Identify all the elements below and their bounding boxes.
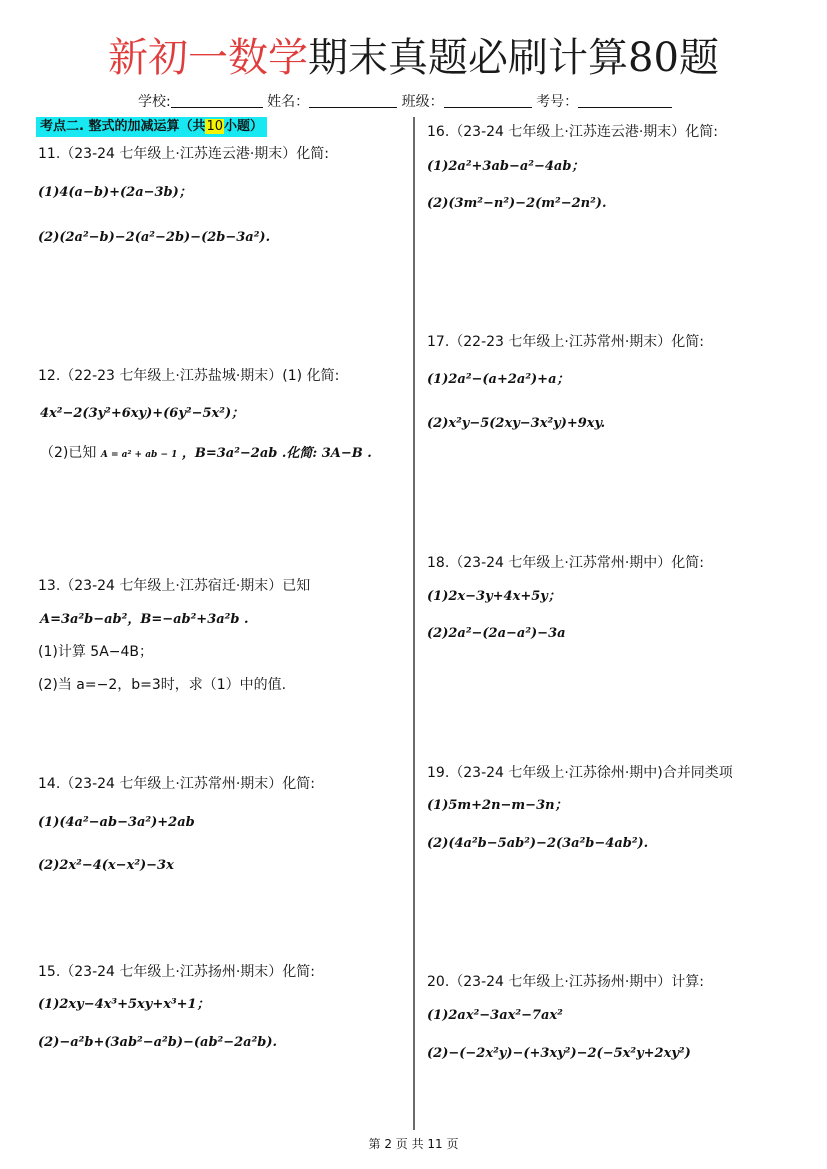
problem-14-part-1: (1)(4a²−ab−3a²)+2ab bbox=[38, 815, 195, 830]
problem-14-header: 14.（23-24 七年级上·江苏常州·期末）化简: bbox=[38, 776, 316, 792]
problem-19-part-1: (1)5m+2n−m−3n； bbox=[427, 798, 568, 813]
problem-17-part-1: (1)2a²−(a+2a²)+a； bbox=[427, 372, 570, 387]
page-footer: 第 2 页 共 11 页 bbox=[368, 1137, 459, 1151]
problem-18-header: 18.（23-24 七年级上·江苏常州·期中）化简: bbox=[427, 555, 705, 571]
problem-15-part-1: (1)2xy−4x³+5xy+x³+1； bbox=[38, 997, 210, 1012]
problem-16-part-1: (1)2a²+3ab−a²−4ab； bbox=[427, 159, 585, 174]
problem-12-part-2-intro: （2)已知 bbox=[40, 445, 97, 461]
problem-12-part-1: 4x²−2(3y²+6xy)+(6y²−5x²)； bbox=[40, 406, 245, 421]
problem-12-part-2 bbox=[40, 443, 372, 465]
problem-18-part-2: (2)2a²−(2a−a²)−3a bbox=[427, 626, 566, 641]
name-label: 姓名： bbox=[267, 94, 310, 110]
problem-11-part-1: (1)4(a−b)+(2a−3b)； bbox=[38, 185, 192, 200]
column-divider bbox=[413, 117, 415, 1130]
problem-14-part-2: (2)2x²−4(x−x²)−3x bbox=[38, 858, 174, 873]
problem-19-part-2: (2)(4a²b−5ab²)−2(3a²b−4ab²). bbox=[427, 836, 649, 851]
problem-13-part-1: A=3a²b−ab²，B=−ab²+3a²b . bbox=[40, 612, 249, 627]
student-info-row bbox=[138, 92, 672, 112]
exam-number-label: 考号： bbox=[536, 94, 579, 110]
section-count: 10 bbox=[206, 119, 224, 134]
problem-16-part-2: (2)(3m²−n²)−2(m²−2n²). bbox=[427, 196, 607, 211]
section-heading bbox=[36, 117, 267, 137]
problem-13-header: 13.（23-24 七年级上·江苏宿迁·期末）已知 bbox=[38, 578, 311, 594]
problem-20-header: 20.（23-24 七年级上·江苏扬州·期中）计算: bbox=[427, 974, 705, 990]
problem-11-part-2: (2)(2a²−b)−2(a²−2b)−(2b−3a²). bbox=[38, 230, 271, 245]
problem-12-header: 12.（22-23 七年级上·江苏盐城·期末）(1) 化简: bbox=[38, 368, 340, 384]
problem-13-part-2: (1)计算 5A−4B； bbox=[38, 644, 154, 660]
name-blank[interactable] bbox=[309, 92, 397, 108]
exam-number-blank[interactable] bbox=[578, 92, 672, 108]
school-label: 学校: bbox=[138, 94, 171, 110]
class-blank[interactable] bbox=[444, 92, 532, 108]
section-suffix: 小题） bbox=[224, 119, 264, 134]
title-black-part: 期末真题必刷计算80题 bbox=[308, 35, 719, 81]
class-label: 班级： bbox=[401, 94, 444, 110]
school-blank[interactable] bbox=[171, 92, 263, 108]
problem-12-part-2-formula-a: A = a² + ab − 1 bbox=[100, 450, 178, 460]
problem-16-header: 16.（23-24 七年级上·江苏连云港·期末）化简: bbox=[427, 124, 719, 140]
problem-12-part-2-formula-b: ，B=3a²−2ab .化简: 3A−B . bbox=[181, 446, 372, 461]
problem-17-part-2: (2)x²y−5(2xy−3x²y)+9xy. bbox=[427, 416, 606, 431]
problem-19-header: 19.（23-24 七年级上·江苏徐州·期中)合并同类项 bbox=[427, 765, 733, 781]
title-red-part: 新初一数学 bbox=[108, 35, 309, 81]
problem-15-part-2: (2)−a²b+(3ab²−a²b)−(ab²−2a²b). bbox=[38, 1035, 278, 1050]
problem-17-header: 17.（22-23 七年级上·江苏常州·期末）化简: bbox=[427, 334, 705, 350]
problem-20-part-1: (1)2ax²−3ax²−7ax² bbox=[427, 1008, 563, 1023]
problem-20-part-2: (2)−(−2x²y)−(+3xy²)−2(−5x²y+2xy²) bbox=[427, 1046, 691, 1061]
problem-18-part-1: (1)2x−3y+4x+5y； bbox=[427, 589, 561, 604]
problem-13-part-3: (2)当 a=−2，b=3时，求（1）中的值. bbox=[38, 677, 287, 693]
problem-11-header: 11.（23-24 七年级上·江苏连云港·期末）化简: bbox=[38, 146, 330, 162]
page-title bbox=[0, 34, 827, 82]
section-prefix: 考点二. 整式的加减运算（共 bbox=[40, 119, 206, 134]
problem-15-header: 15.（23-24 七年级上·江苏扬州·期末）化简: bbox=[38, 964, 316, 980]
